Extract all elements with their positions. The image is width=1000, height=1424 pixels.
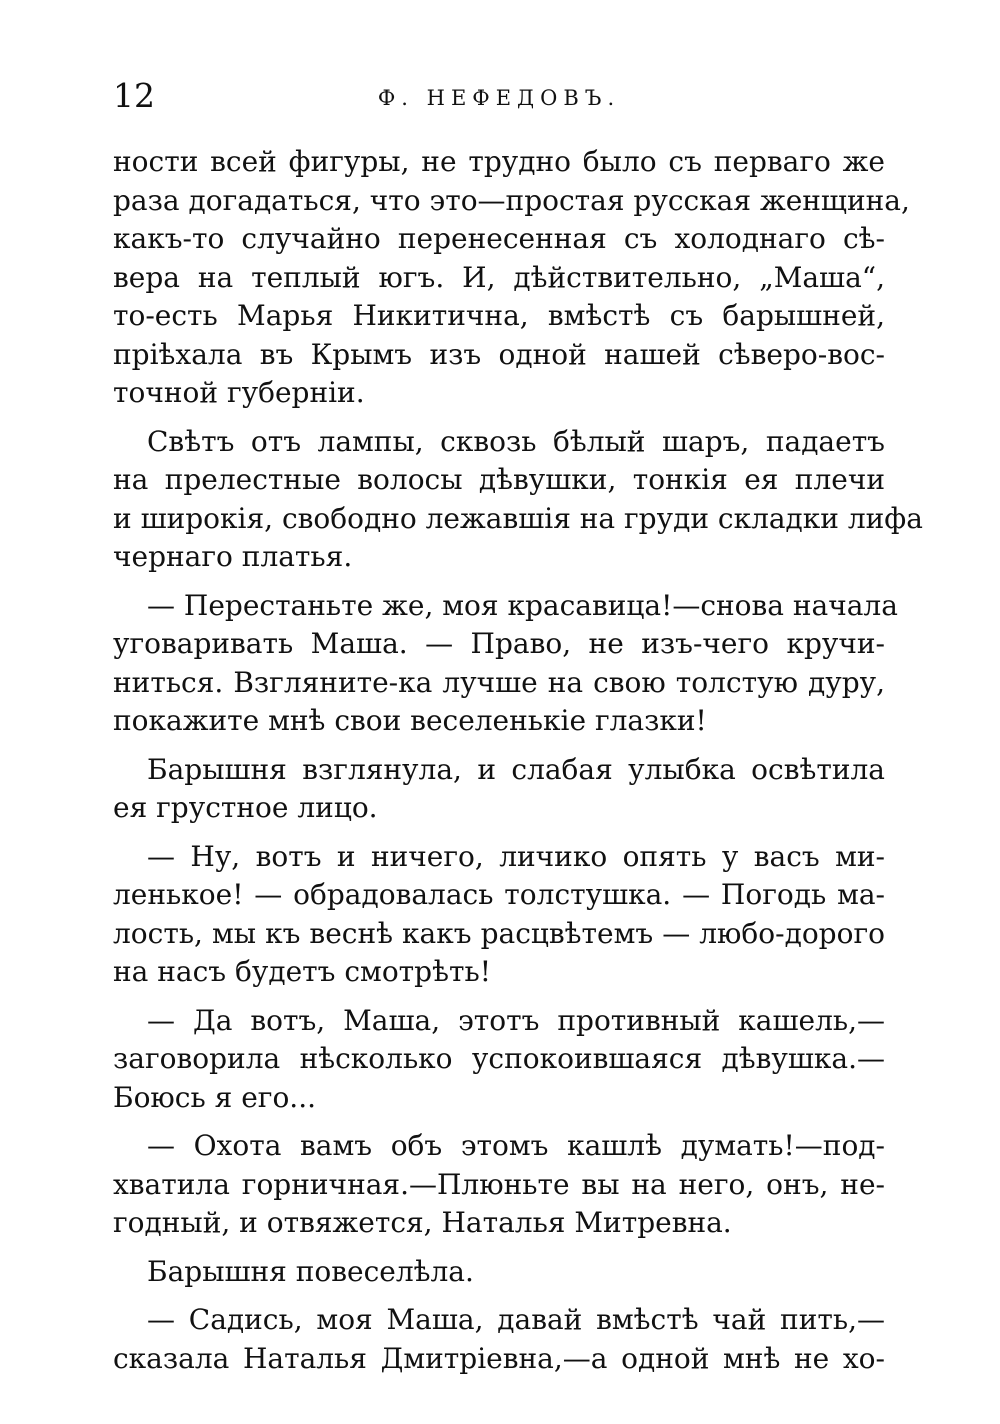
text-line: чернаго платья. — [113, 540, 353, 573]
text-line: — Охота вамъ объ этомъ кашлѣ думать!—под- — [147, 1129, 885, 1162]
paragraph — [113, 587, 898, 741]
text-line: хватила горничная.—Плюньте вы на него, онъ, не- — [113, 1167, 885, 1201]
text-line: Барышня повеселѣла. — [147, 1254, 474, 1288]
text-line: точной губернiи. — [113, 376, 365, 409]
text-line: лость, мы къ веснѣ какъ расцвѣтемъ — любо-дорого — [113, 916, 885, 950]
text-line: — Да вотъ, Маша, этотъ противный кашель,— — [147, 1003, 885, 1037]
paragraph — [113, 423, 923, 577]
text-line: прiѣхала въ Крымъ изъ одной нашей сѣверо-вос- — [113, 337, 885, 371]
text-line: на насъ будетъ смотрѣть! — [113, 955, 491, 988]
paragraph — [113, 1002, 885, 1118]
text-line: какъ-то случайно перенесенная съ холоднаго сѣ- — [113, 222, 885, 255]
text-line: Барышня взглянула, и слабая улыбка освѣтила — [147, 752, 885, 786]
paragraph — [113, 1253, 885, 1292]
text-line: — Перестаньте же, моя красавица!—снова начала — [147, 588, 898, 622]
text-line: вера на теплый югъ. И, дѣйствительно, „Маша“, — [113, 260, 885, 294]
text-line: то-есть Марья Никитична, вмѣстѣ съ барышней, — [113, 299, 885, 332]
paragraph — [113, 751, 885, 828]
text-line: ленькое! — обрадовалась толстушка. — Погодь ма- — [113, 878, 885, 911]
text-line: сказала Наталья Дмитрiевна,—а одной мнѣ не хо- — [113, 1341, 885, 1375]
page-number: 12 — [113, 76, 155, 115]
text-line: заговорила нѣсколько успокоившаяся дѣвушка.— — [113, 1042, 885, 1075]
text-line: ниться. Взгляните-ка лучше на свою толстую дуру, — [113, 665, 885, 699]
text-line: уговаривать Маша. — Право, не изъ-чего кручи- — [113, 627, 885, 660]
body-text — [113, 143, 923, 1378]
text-line: покажите мнѣ свои веселенькiе глазки! — [113, 704, 707, 737]
paragraph — [113, 838, 885, 992]
text-line: на прелестные волосы дѣвушки, тонкiя ея плечи — [113, 463, 885, 496]
text-line: раза догадаться, что это—простая русская женщина, — [113, 183, 910, 217]
text-line: ности всей фигуры, не трудно было съ перваго же — [113, 145, 885, 178]
text-line: и широкiя, свободно лежавшiя на груди складки лифа — [113, 501, 923, 535]
paragraph — [113, 143, 910, 413]
paragraph — [113, 1127, 885, 1243]
text-line: годный, и отвяжется, Наталья Митревна. — [113, 1206, 732, 1239]
running-head — [113, 74, 885, 122]
text-line: ея грустное лицо. — [113, 791, 378, 824]
text-line: — Ну, вотъ и ничего, личико опять у васъ ми- — [147, 839, 885, 873]
running-title: Ф. НЕФЕДОВЪ. — [377, 86, 621, 110]
text-line: — Садись, моя Маша, давай вмѣстѣ чай пить,— — [147, 1303, 885, 1336]
text-line: Боюсь я его... — [113, 1080, 316, 1114]
text-line: Свѣтъ отъ лампы, сквозь бѣлый шаръ, падаетъ — [147, 424, 885, 458]
paragraph — [113, 1301, 885, 1378]
